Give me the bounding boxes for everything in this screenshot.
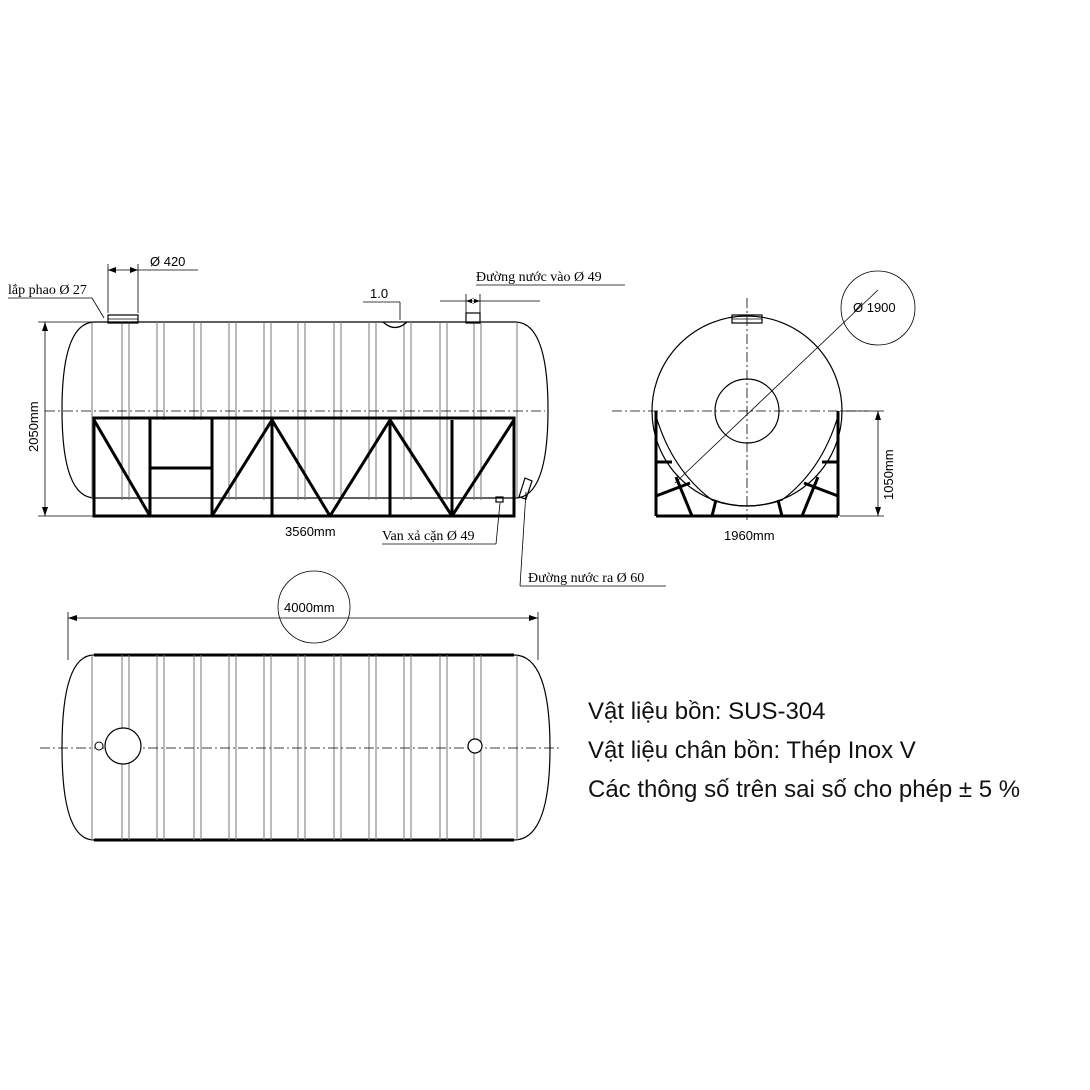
end-width-label: 1960mm xyxy=(724,528,775,543)
float-label: lắp phao Ø 27 xyxy=(8,283,87,298)
drain-label: Van xả cặn Ø 49 xyxy=(382,529,475,544)
end-height-label: 1050mm xyxy=(881,449,896,500)
side-height-label: 2050mm xyxy=(26,401,41,452)
side-length-label: 3560mm xyxy=(285,524,336,539)
top-manhole-circle xyxy=(105,728,141,764)
top-inlet-fitting xyxy=(468,739,482,753)
side-view xyxy=(8,254,666,586)
top-float-fitting xyxy=(95,742,103,750)
note-tank-material: Vật liệu bồn: SUS-304 xyxy=(588,698,826,725)
top-ribs xyxy=(122,655,481,840)
note-stand-material: Vật liệu chân bồn: Thép Inox V xyxy=(588,737,916,764)
top-view xyxy=(40,571,562,840)
side-stand xyxy=(94,418,514,516)
inlet-label: Đường nước vào Ø 49 xyxy=(476,270,602,285)
note-tolerance: Các thông số trên sai số cho phép ± 5 % xyxy=(588,776,1021,803)
top-length-label: 4000mm xyxy=(284,600,335,615)
manhole-dimension-label: Ø 420 xyxy=(150,254,186,269)
slope-label: 1.0 xyxy=(370,286,389,301)
end-view xyxy=(612,271,915,543)
end-diameter-label: Ø 1900 xyxy=(853,300,896,315)
outlet-label: Đường nước ra Ø 60 xyxy=(528,571,645,586)
